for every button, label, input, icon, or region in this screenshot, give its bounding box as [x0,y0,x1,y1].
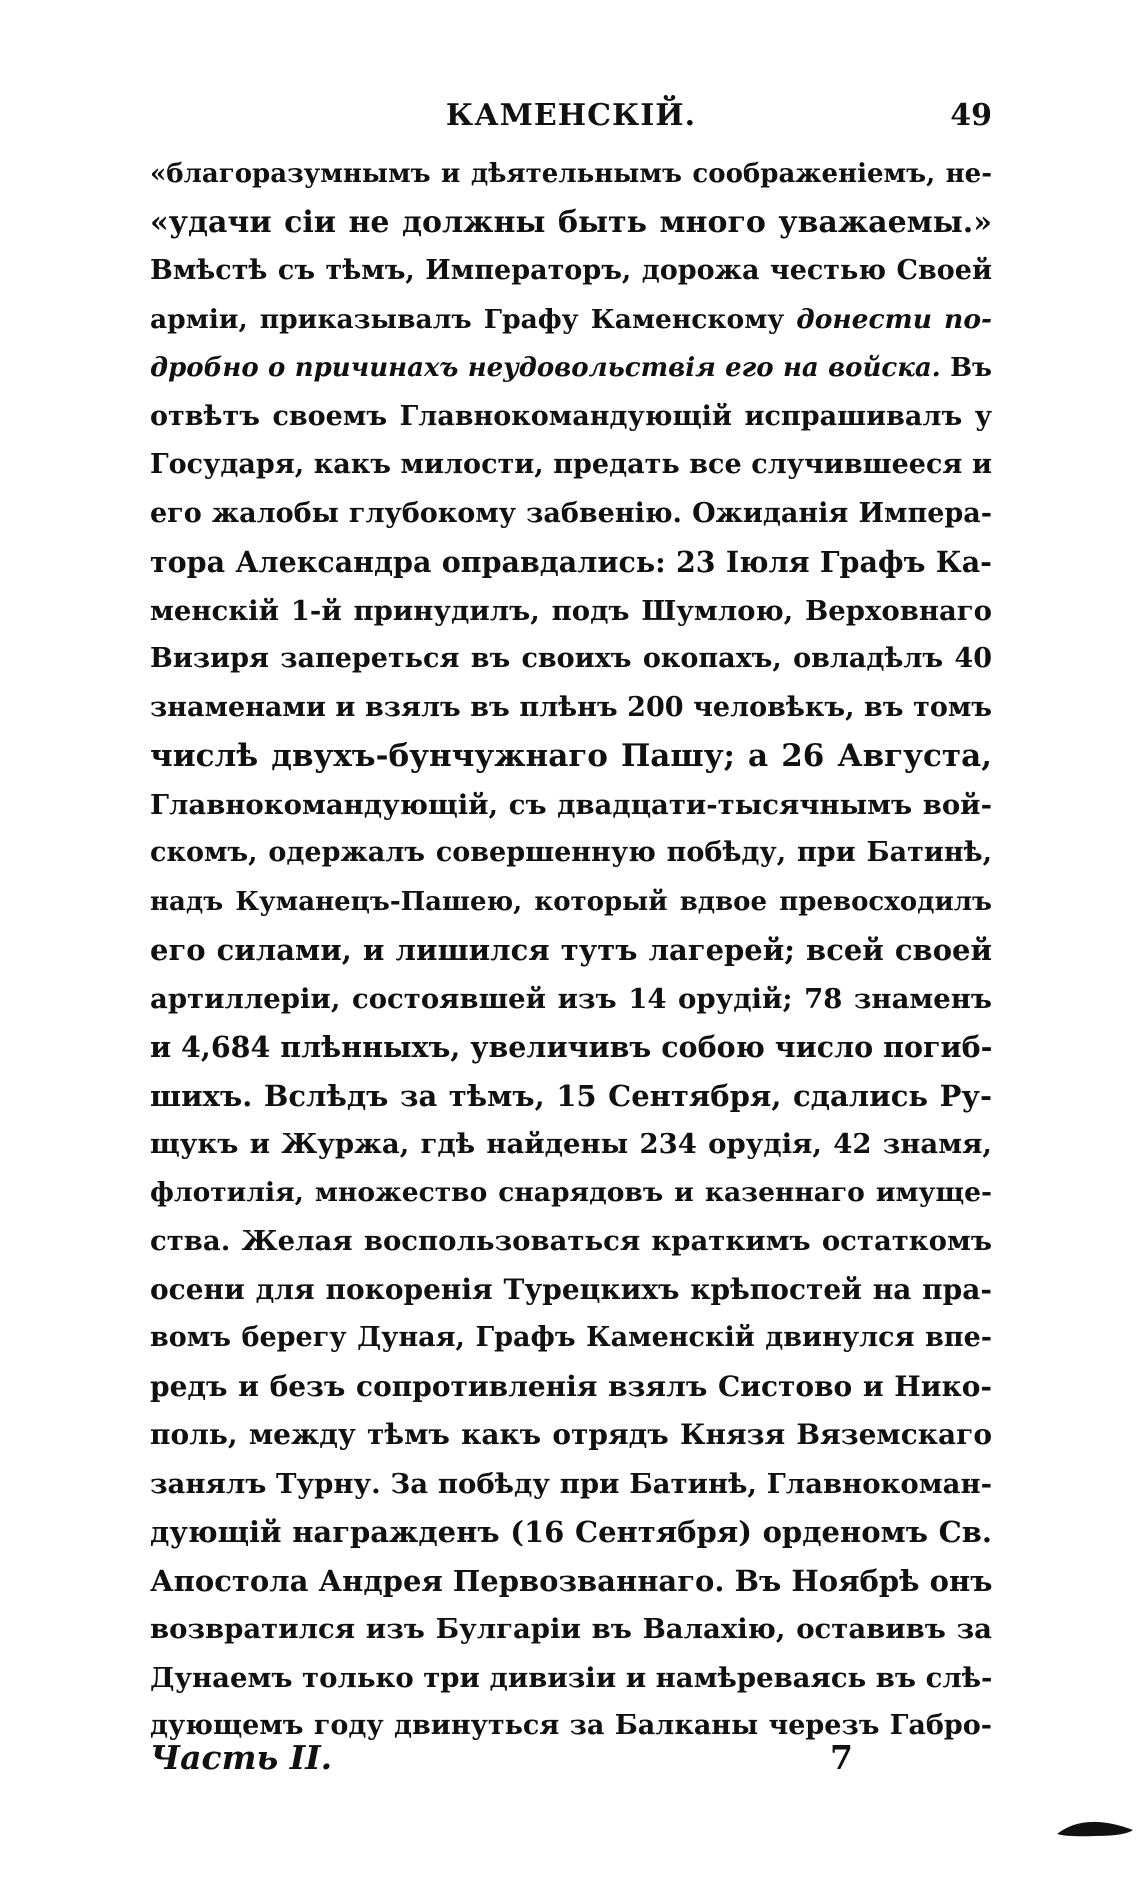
text-line [150,1120,992,1169]
text-line [150,199,992,248]
text-run: Вмѣстѣ съ тѣмъ, Императоръ, дорожа честью Своей [150,255,992,286]
signature-mark: Часть II. [150,1738,333,1777]
text-run: его жалобы глубокому забвенію. Ожиданія Импера- [150,497,992,529]
text-run: менскій 1-й принудилъ, подъ Шумлою, Верховнаго [150,594,992,627]
running-title: КАМЕНСКІЙ. [445,98,697,133]
text-run: занялъ Турну. За побѣду при Батинѣ, Главнокоман- [150,1467,992,1500]
text-run: Апостола Андрея Первозваннаго. Въ Ноябрѣ онъ [150,1563,992,1598]
text-run: артиллеріи, состоявшей изъ 14 орудій; 78 знаменъ [150,982,992,1015]
text-line [150,1411,992,1460]
text-line [150,1508,992,1557]
text-line [150,829,992,878]
text-run: знаменами и взялъ въ плѣнъ 200 человѣкъ, въ томъ [150,691,992,723]
body-text [150,150,992,1751]
text-run: шихъ. Вслѣдъ за тѣмъ, 15 Сентября, сдались Ру- [150,1078,992,1113]
text-line [150,538,992,587]
text-line [150,926,992,975]
text-run: Въ [940,353,992,383]
text-run: тора Александра оправдались: 23 Іюля Графъ Ка- [150,545,992,579]
text-line [150,490,992,539]
text-line [150,1460,992,1509]
sheet-number: 7 [830,1738,853,1777]
text-line [150,1314,992,1363]
text-run: поль, между тѣмъ какъ отрядъ Князя Вяземскаго [150,1418,992,1451]
text-run: арміи, приказывалъ Графу Каменскому [150,303,797,335]
text-run: дующемъ году двинуться за Балканы черезъ Габро- [150,1710,992,1741]
text-run: Визиря запереться въ своихъ окопахъ, овладѣлъ 40 [150,643,992,674]
text-run: флотилія, множество снарядовъ и казеннаго имуще- [150,1176,992,1208]
text-line [150,587,992,636]
text-run: щукъ и Журжа, гдѣ найдены 234 орудія, 42 знамя, [150,1128,992,1160]
text-line [150,247,992,296]
text-line [150,878,992,927]
text-run: скомъ, одержалъ совершенную побѣду, при Батинѣ, [150,837,992,868]
text-line [150,975,992,1024]
text-line [150,1023,992,1072]
text-run: осени для покоренія Турецкихъ крѣпостей на пра- [150,1272,992,1306]
text-run: его силами, и лишился тутъ лагерей; всей своей [150,933,992,967]
text-run: числѣ двухъ-бунчужнаго Пашу; а 26 Августа, [150,738,992,774]
page-footer [150,1738,992,1788]
italic-run: донести по- [796,303,992,335]
text-run: «удачи сіи не должны быть много уважаемы.» [150,204,992,240]
text-run: редъ и безъ сопротивленія взялъ Систово и Нико- [150,1369,992,1403]
text-run: Дунаемъ только три дивизіи и намѣреваясь въ слѣ- [150,1661,992,1694]
text-run: надъ Куманецъ-Пашею, который вдвое превосходилъ [150,886,992,917]
text-run: и 4,684 плѣнныхъ, увеличивъ собою число погиб- [150,1030,992,1064]
ink-blot [1055,1810,1135,1838]
text-line [150,1169,992,1218]
text-run: ства. Желая воспользоваться краткимъ остаткомъ [150,1225,992,1257]
text-run: дующій награжденъ (16 Сентября) орденомъ Св. [150,1515,992,1549]
text-line [150,1072,992,1121]
text-run: вомъ берегу Дуная, Графъ Каменскій двинулся впе- [150,1322,992,1353]
text-line [150,296,992,345]
text-line [150,344,992,393]
text-line [150,1217,992,1266]
italic-run: дробно о причинахъ неудовольствія его на войска. [150,353,941,383]
text-line [150,732,992,781]
text-run: Главнокомандующій, съ двадцати-тысячнымъ вой- [150,788,992,821]
text-line [150,1605,992,1654]
page-header [150,98,992,148]
text-line [150,441,992,490]
text-run: Государя, какъ милости, предать все случившееся и [150,449,992,480]
text-run: «благоразумнымъ и дѣятельнымъ соображеніемъ, не- [150,159,992,189]
text-line [150,1363,992,1412]
text-run: отвѣтъ своемъ Главнокомандующій испрашивалъ у [150,400,992,432]
text-line [150,781,992,830]
text-line [150,684,992,733]
page-number: 49 [950,98,992,133]
text-line [150,393,992,442]
text-line [150,1557,992,1606]
text-line [150,1266,992,1315]
text-line [150,1654,992,1703]
text-line [150,635,992,684]
text-run: возвратился изъ Булгаріи въ Валахію, оставивъ за [150,1613,992,1645]
text-line [150,150,992,199]
